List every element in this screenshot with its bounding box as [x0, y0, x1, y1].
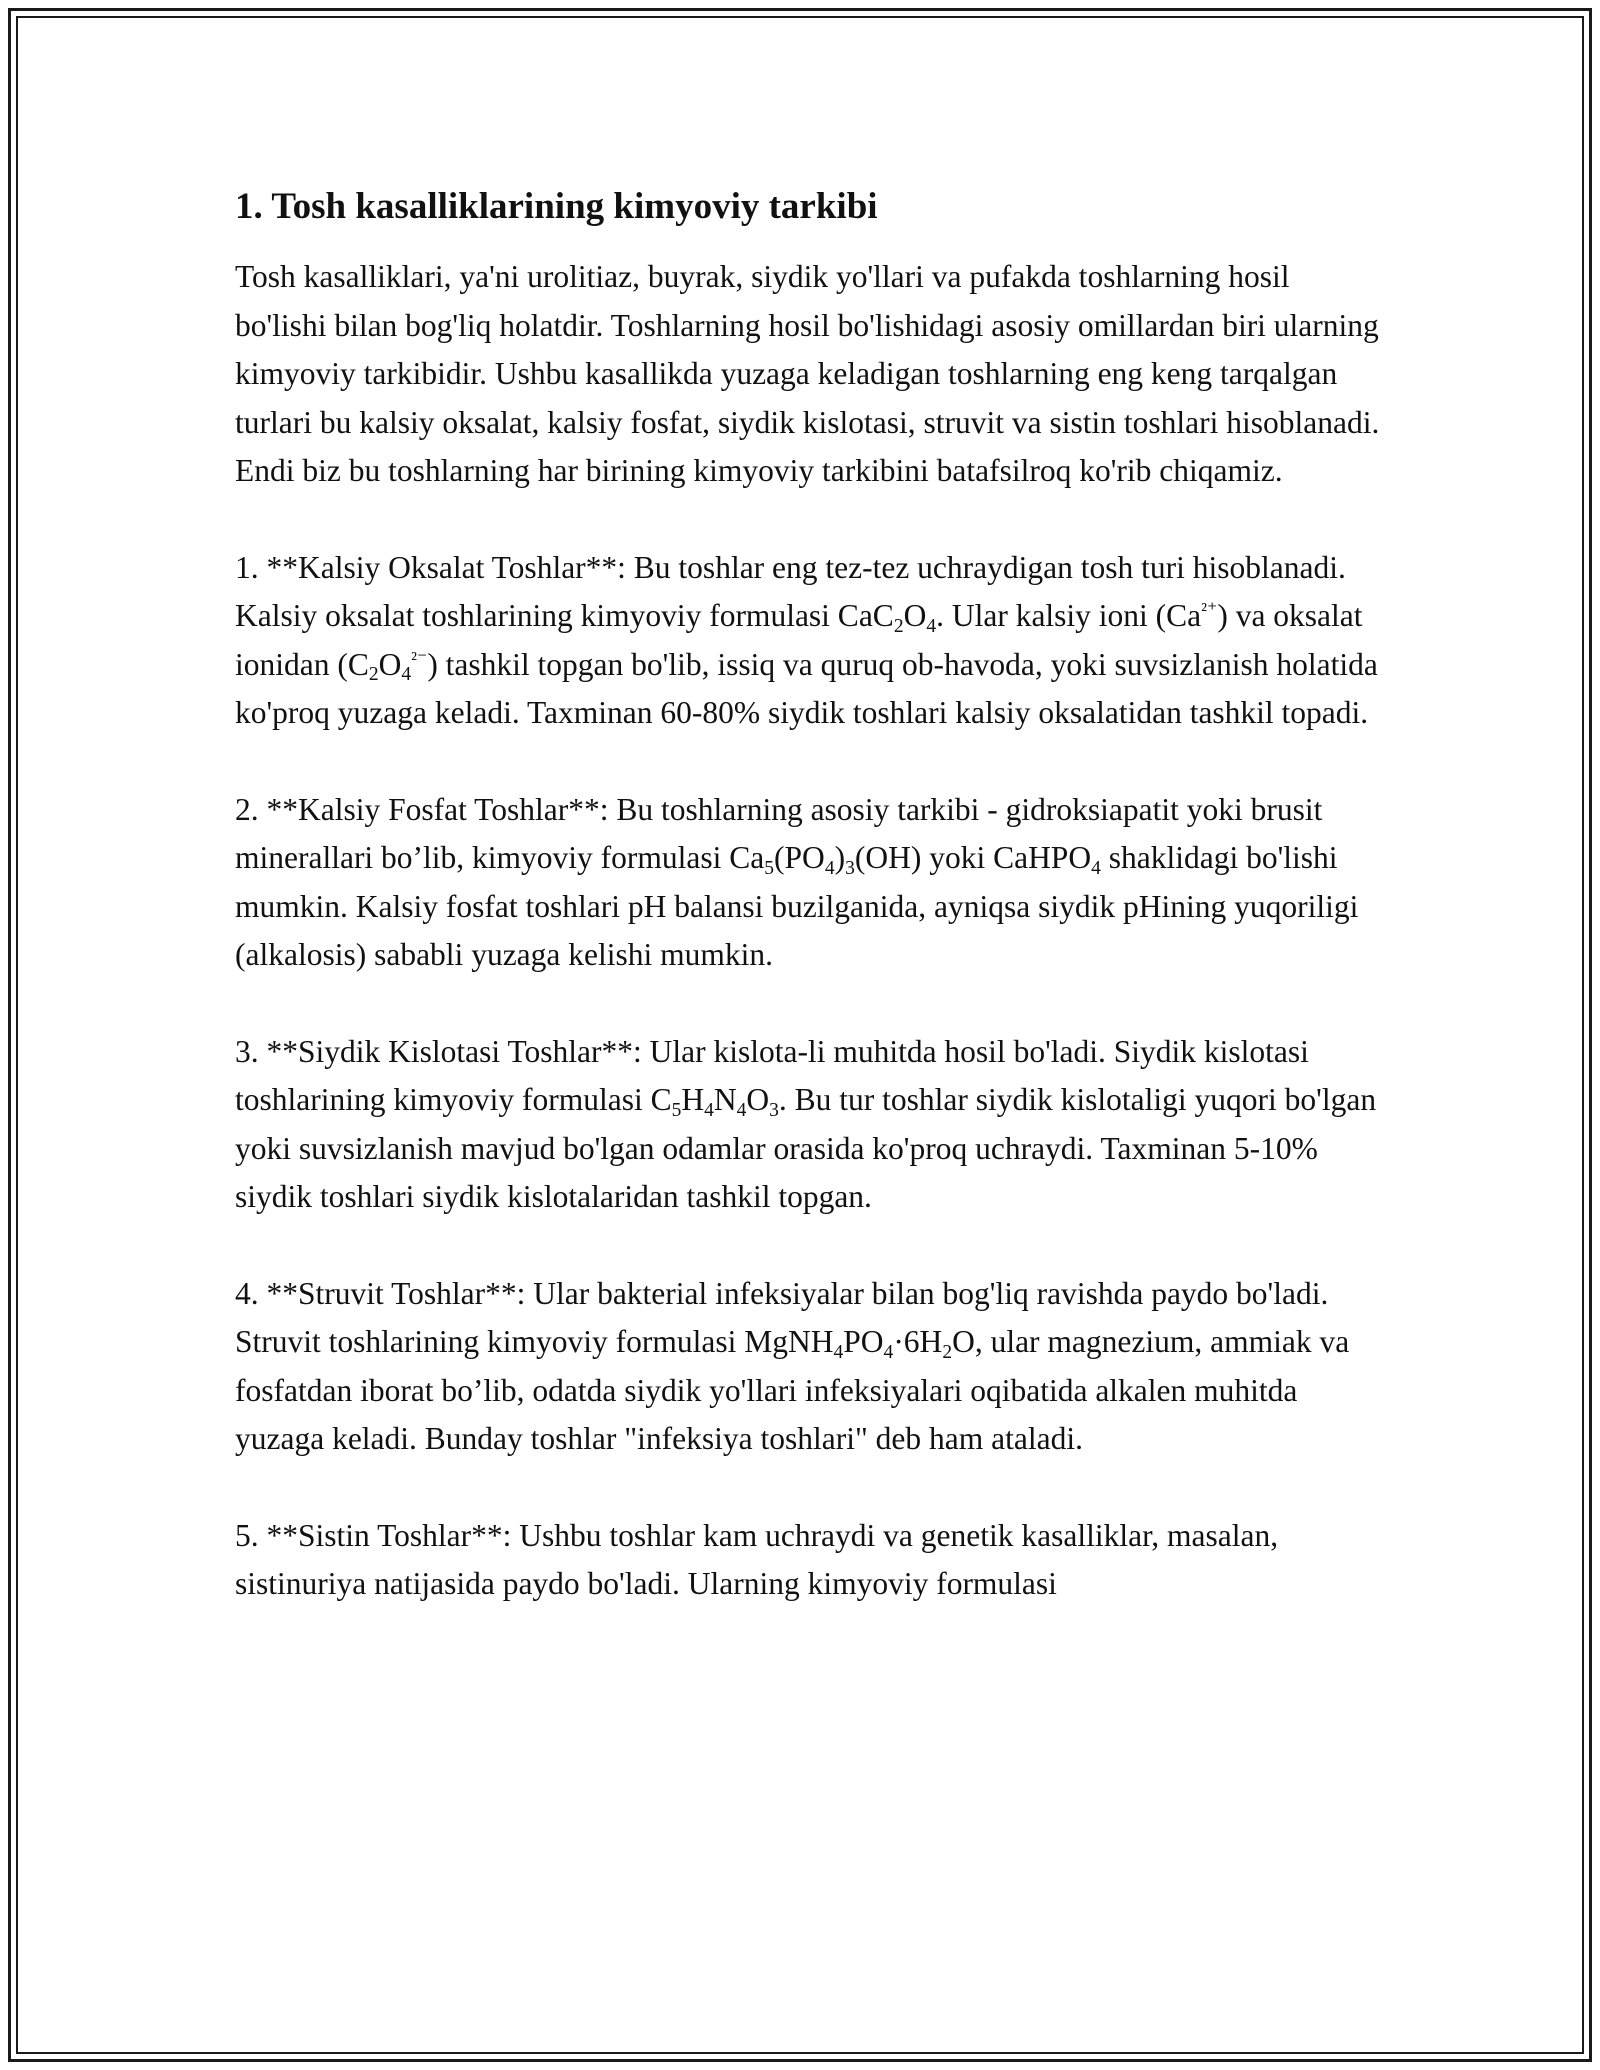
subscript: 2	[942, 1341, 953, 1363]
subscript: 4	[883, 1341, 894, 1363]
subscript: 5	[764, 857, 775, 879]
document-page	[235, 185, 1380, 1657]
text-run: O	[378, 646, 402, 682]
section-title: 1. Tosh kasalliklarining kimyoviy tarkibi	[235, 186, 878, 227]
text-run: ) tashkil topgan bo'lib, issiq va quruq ob-havoda, yoki suvsizlanish holatida ko'proq yuzaga keladi. Taxminan 60-80% siydik toshlari kalsiy oksalatidan tashkil topadi.	[235, 646, 1378, 730]
text-run: (OH) yoki CaHPO	[854, 840, 1092, 875]
uric-acid-paragraph	[235, 1028, 1380, 1222]
text-run: . Bu tur toshlar siydik kislotaligi yuqori bo'lgan yoki suvsizlanish mavjud bo'lgan odamlar orasida ko'proq uchraydi. Taxminan 5-10% siydik toshlari siydik kislotalaridan tashkil topgan.	[235, 1082, 1377, 1214]
text-run: 1. **Kalsiy Oksalat Toshlar**: Bu toshlar eng tez-tez uchraydigan tosh turi hisoblanadi. Kalsiy oksalat toshlarining kimyoviy formulasi CaC	[235, 549, 1346, 633]
superscript: ²⁻	[411, 648, 428, 670]
superscript: ²⁺	[1201, 600, 1218, 622]
subscript: 4	[401, 664, 412, 686]
text-run: )	[834, 840, 846, 875]
subscript: 5	[671, 1099, 682, 1121]
text-run: N	[713, 1082, 737, 1117]
text-run: 5. **Sistin Toshlar**: Ushbu toshlar kam uchraydi va genetik kasalliklar, masalan, sistinuriya natijasida paydo bo'ladi. Ularning kimyoviy formulasi	[235, 1517, 1279, 1601]
text-run: 2. **Kalsiy Fosfat Toshlar**: Bu toshlarning asosiy tarkibi - gidroksiapatit yoki brusit minerallari bo’lib, kimyoviy formulasi Ca	[235, 791, 1323, 875]
text-run: H	[681, 1082, 705, 1117]
subscript: 3	[845, 857, 855, 879]
subscript: 4	[833, 1341, 844, 1363]
text-run: 3. **Siydik Kislotasi Toshlar**: Ular kislota-li muhitda hosil bo'ladi. Siydik kislotasi toshlarining kimyoviy formulasi C	[235, 1033, 1309, 1117]
text-run: shaklidagi bo'lishi mumkin. Kalsiy fosfat toshlari pH balansi buzilganida, ayniqsa siydik pHining yuqoriligi (alkalosis) sababli yuzaga kelishi mumkin.	[235, 840, 1359, 972]
subscript: 4	[926, 615, 937, 637]
text-run: ) va oksalat ionidan (C	[235, 598, 1363, 682]
calcium-phosphate-paragraph	[235, 786, 1380, 980]
text-run: O	[903, 598, 927, 633]
subscript: 4	[1091, 857, 1101, 879]
calcium-oxalate-paragraph	[235, 544, 1380, 738]
text-run: O, ular magnezium, ammiak va fosfatdan iborat bo’lib, odatda siydik yo'llari infeksiyalari oqibatida alkalen muhitda yuzaga keladi. Bunday toshlar "infeksiya toshlari" deb ham ataladi.	[235, 1324, 1350, 1456]
subscript: 4	[704, 1099, 714, 1121]
text-run: O	[746, 1082, 770, 1117]
subscript: 3	[769, 1099, 779, 1121]
cystine-paragraph	[235, 1512, 1380, 1609]
subscript: 4	[824, 857, 835, 879]
text-run: PO	[843, 1324, 884, 1359]
intro-paragraph: Tosh kasalliklari, ya'ni urolitiaz, buyrak, siydik yo'llari va pufakda toshlarning hosil bo'lishi bilan bog'liq holatdir. Toshlarning hosil bo'lishidagi asosiy omillardan biri ularning kimyoviy tarkibidir. Ushbu kasallikda yuzaga keladigan toshlarning eng keng tarqalgan turlari bu kalsiy oksalat, kalsiy fosfat, siydik kislotasi, struvit va sistin toshlari hisoblanadi. Endi biz bu toshlarning har birining kimyoviy tarkibini batafsilroq ko'rib chiqamiz.	[235, 259, 1380, 488]
struvite-paragraph	[235, 1270, 1380, 1464]
text-run: 4. **Struvit Toshlar**: Ular bakterial infeksiyalar bilan bog'liq ravishda paydo bo'ladi. Struvit toshlarining kimyoviy formulasi MgNH	[235, 1275, 1329, 1359]
text-run: (PO	[774, 840, 825, 875]
text-run: ·6H	[893, 1324, 943, 1359]
subscript: 4	[736, 1099, 747, 1121]
text-run: . Ular kalsiy ioni (Ca	[936, 598, 1202, 633]
subscript: 2	[368, 664, 379, 686]
subscript: 2	[893, 615, 904, 637]
